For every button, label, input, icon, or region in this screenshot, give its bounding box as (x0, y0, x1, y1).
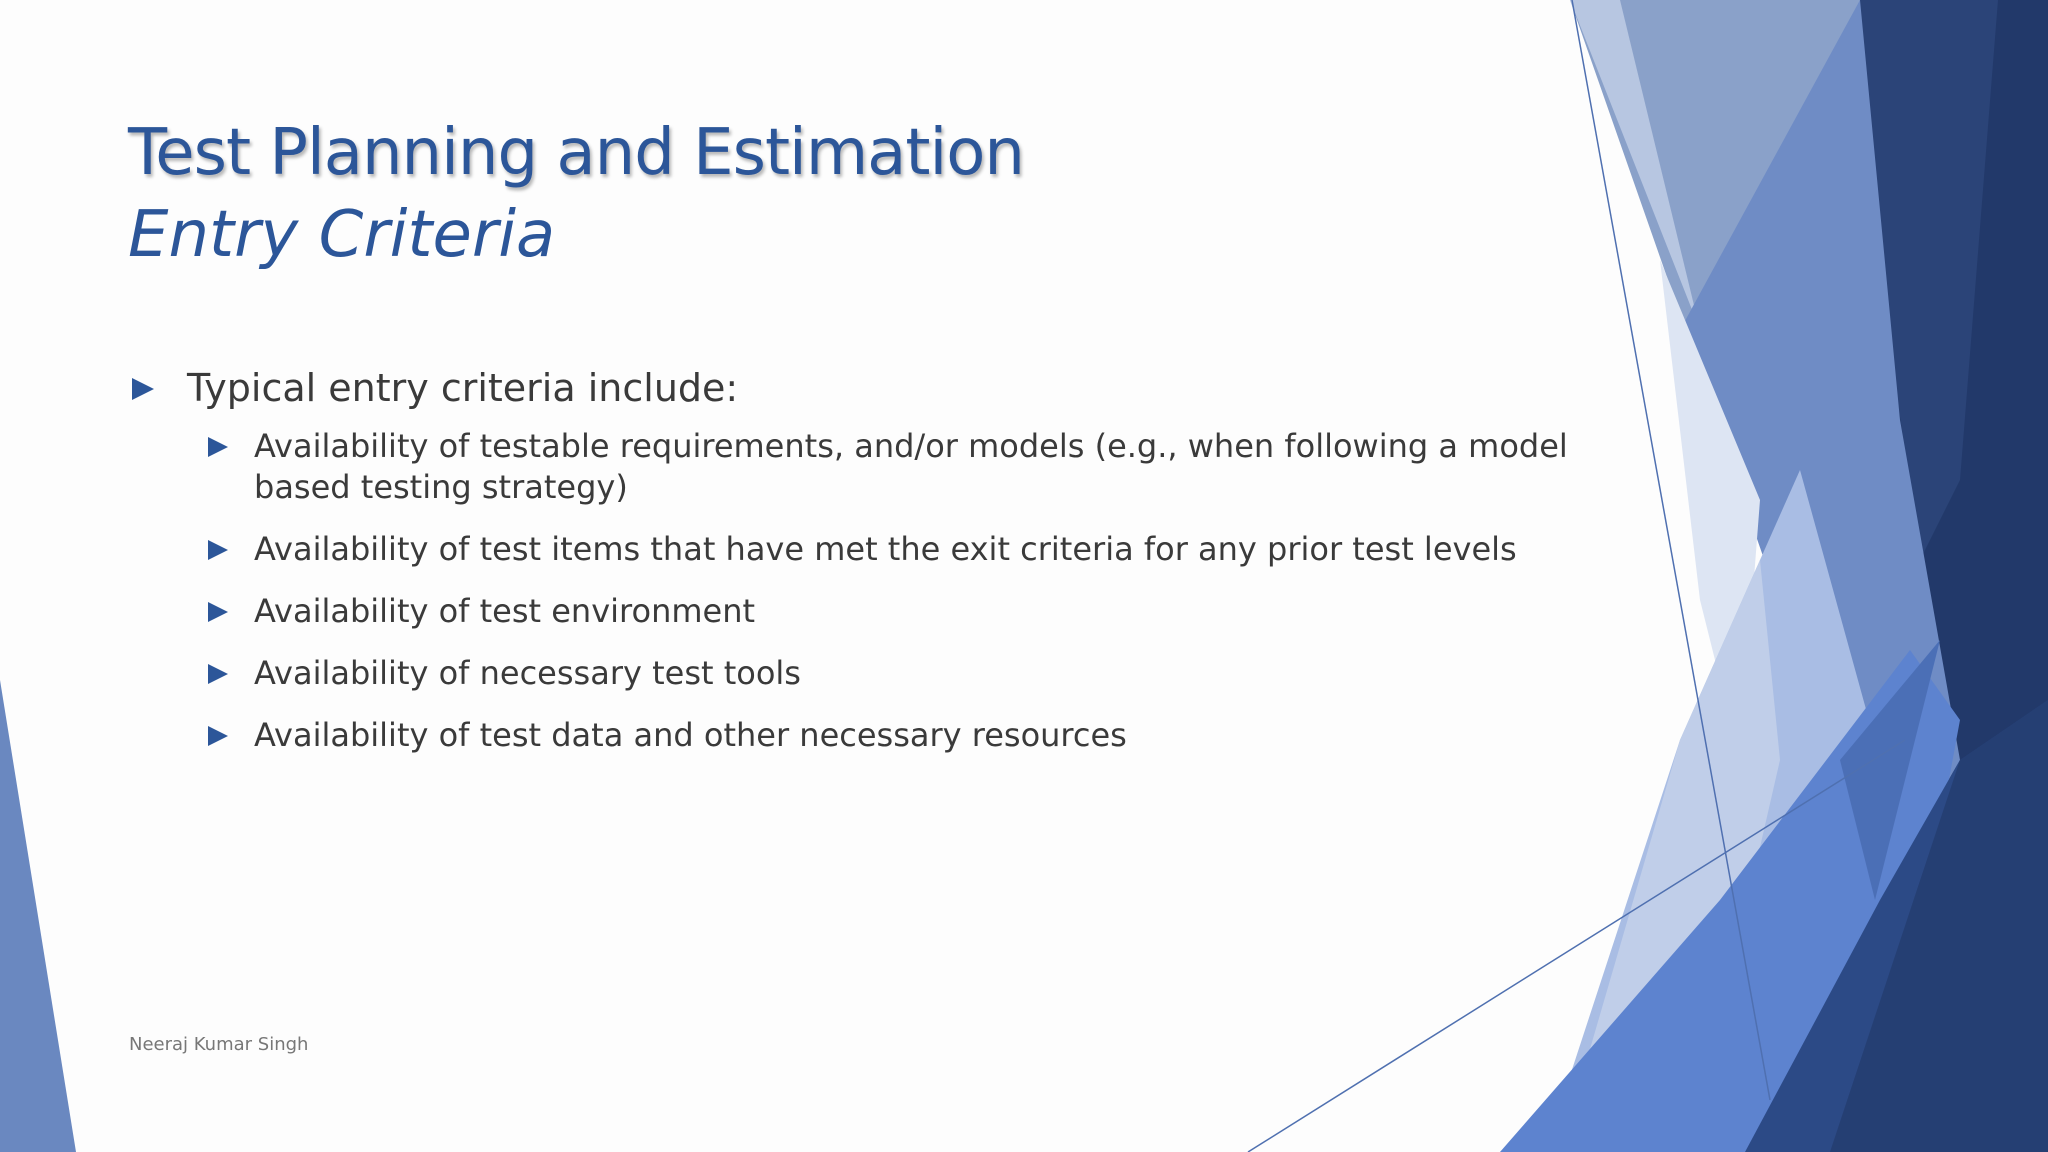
sub-bullet-item (128, 715, 1568, 756)
triangle-right-icon (208, 540, 228, 560)
triangle-right-icon (208, 602, 228, 622)
title-main: Test Planning and Estimation (128, 116, 1024, 190)
triangle-right-icon (132, 378, 154, 400)
bullet-text: Typical entry criteria include: (187, 366, 739, 410)
sub-bullet-item (128, 591, 1568, 632)
triangle-right-icon (208, 664, 228, 684)
sub-bullet-text: Availability of test environment (254, 592, 756, 630)
slide-title (128, 112, 1024, 276)
bullet-item (128, 364, 1568, 412)
sub-bullet-item (128, 426, 1568, 508)
bullet-list (128, 364, 1568, 777)
footer-author: Neeraj Kumar Singh (129, 1034, 309, 1055)
left-sliver (0, 680, 76, 1152)
sub-bullet-text: Availability of testable requirements, and/or models (e.g., when following a model based testing strategy) (254, 427, 1568, 506)
title-subtitle: Entry Criteria (128, 198, 556, 272)
triangle-right-icon (208, 726, 228, 746)
triangle-right-icon (208, 437, 228, 457)
sub-bullet-list (128, 426, 1568, 756)
sub-bullet-text: Availability of test data and other necessary resources (254, 716, 1127, 754)
sub-bullet-item (128, 653, 1568, 694)
sub-bullet-text: Availability of necessary test tools (254, 654, 801, 692)
sub-bullet-item (128, 529, 1568, 570)
sub-bullet-text: Availability of test items that have met the exit criteria for any prior test levels (254, 530, 1517, 568)
